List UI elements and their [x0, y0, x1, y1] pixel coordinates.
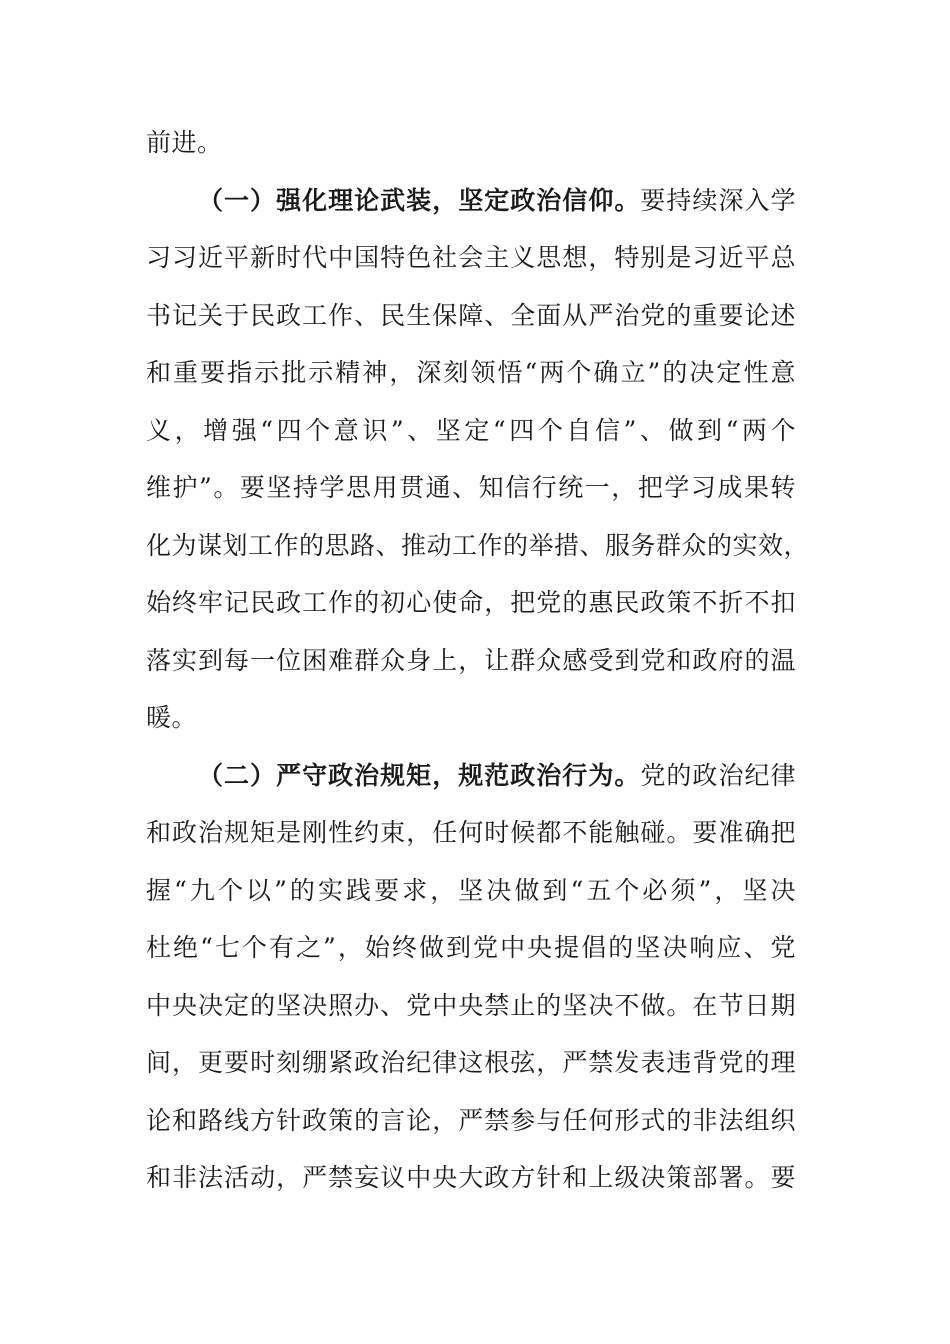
section-1-heading: （一）强化理论武装，坚定政治信仰。: [198, 185, 641, 215]
section-1-lead-text: 要持续深入学: [640, 185, 796, 215]
text-line: 中央决定的坚决照办、党中央禁止的坚决不做。在节日期: [146, 990, 796, 1020]
text-line: 义，增强“四个意识”、坚定“四个自信”、做到“两个: [146, 415, 796, 445]
text-line: 杜绝“七个有之”，始终做到党中央提倡的坚决响应、党: [146, 933, 796, 962]
text-line: 化为谋划工作的思路、推动工作的举措、服务群众的实效，: [146, 530, 810, 560]
section-2-first-line: [146, 747, 796, 805]
text-line: 始终牢记民政工作的初心使命，把党的惠民政策不折不扣: [146, 588, 796, 617]
text-line: 论和路线方针政策的言论，严禁参与任何形式的非法组织: [146, 1105, 796, 1135]
text-line: 书记关于民政工作、民生保障、全面从严治党的重要论述: [146, 300, 796, 330]
text-line: 握“九个以”的实践要求，坚决做到“五个必须”，坚决: [146, 875, 796, 905]
text-line: 和政治规矩是刚性约束，任何时候都不能触碰。要准确把: [146, 818, 796, 847]
body-text: [146, 114, 810, 1207]
text-line: 间，更要时刻绷紧政治纪律这根弦，严禁发表违背党的理: [146, 1048, 796, 1077]
section-2-heading: （二）严守政治规矩，规范政治行为。: [198, 760, 641, 790]
text-line: 习习近平新时代中国特色社会主义思想，特别是习近平总: [146, 243, 796, 272]
text-line: 和重要指示批示精神，深刻领悟“两个确立”的决定性意: [146, 358, 796, 387]
section-2-lead-text: 党的政治纪律: [640, 760, 796, 790]
text-line: 和非法活动，严禁妄议中央大政方针和上级决策部署。要: [146, 1163, 796, 1192]
text-line: 前进。: [146, 128, 223, 157]
text-line: 维护”。要坚持学思用贯通、知信行统一，把学习成果转: [146, 473, 796, 502]
section-1-first-line: [146, 172, 796, 230]
text-line: 暖。: [146, 703, 198, 732]
text-line: 落实到每一位困难群众身上，让群众感受到党和政府的温: [146, 645, 796, 675]
